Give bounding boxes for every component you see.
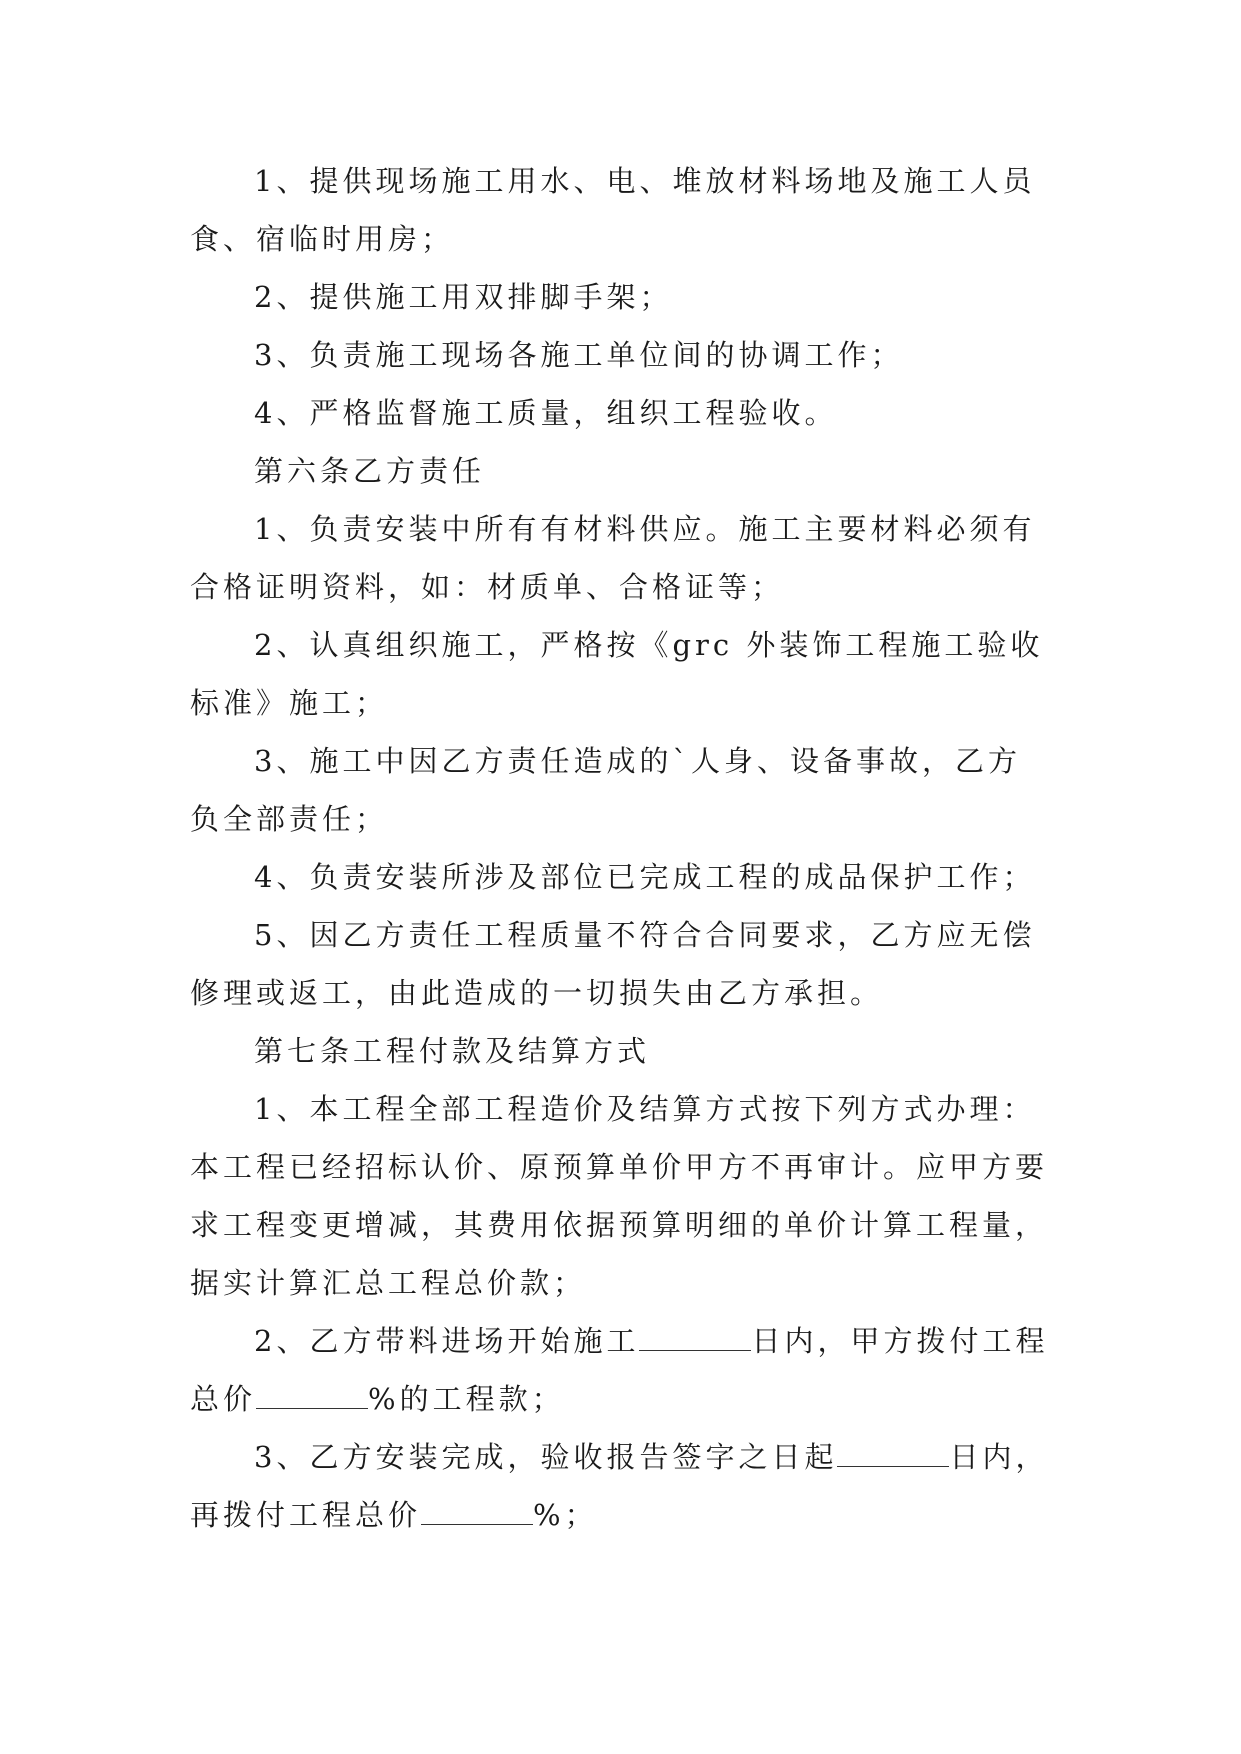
blank-days-2 [837, 1444, 949, 1467]
paragraph-6-5: 5、因乙方责任工程质量不符合合同要求，乙方应无偿修理或返工，由此造成的一切损失由乙方承担。 [190, 918, 1036, 1010]
payment3-text-b: 日内，再拨付工程总价 [190, 1440, 1049, 1532]
paragraph-7-3 [190, 1428, 1050, 1544]
paragraph-7-1: 1、本工程全部工程造价及结算方式按下列方式办理：本工程已经招标认价、原预算单价甲方不再审计。应甲方要求工程变更增减，其费用依据预算明细的单价计算工程量，据实计算汇总工程总价款； [190, 1092, 1049, 1300]
payment3-text-a: 3、乙方安装完成，验收报告签字之日起 [254, 1440, 838, 1474]
paragraph-1: 1、提供现场施工用水、电、堆放材料场地及施工人员食、宿临时用房； [190, 164, 1036, 256]
payment2-text-a: 2、乙方带料进场开始施工 [254, 1324, 640, 1358]
blank-percent-1 [256, 1386, 368, 1409]
paragraph-4: 4、严格监督施工质量，组织工程验收。 [254, 396, 838, 430]
payment2-text-c: %的工程款； [368, 1382, 565, 1416]
section-heading-7: 第七条工程付款及结算方式 [254, 1034, 651, 1068]
blank-percent-2 [421, 1502, 533, 1525]
paragraph-6-4: 4、负责安装所涉及部位已完成工程的成品保护工作； [254, 860, 1036, 894]
blank-days-1 [639, 1328, 751, 1351]
payment2-text-b: 日内，甲方拨付工程总价 [190, 1324, 1049, 1416]
payment3-text-c: %； [533, 1498, 598, 1532]
paragraph-2: 2、提供施工用双排脚手架； [254, 280, 673, 314]
paragraph-7-2 [190, 1312, 1050, 1428]
section-heading-6: 第六条乙方责任 [254, 454, 486, 488]
paragraph-6-3: 3、施工中因乙方责任造成的`人身、设备事故，乙方负全部责任； [190, 744, 1021, 836]
paragraph-6-2: 2、认真组织施工，严格按《grc 外装饰工程施工验收标准》施工； [190, 628, 1044, 720]
paragraph-3: 3、负责施工现场各施工单位间的协调工作； [254, 338, 904, 372]
document-page [190, 152, 1050, 1544]
paragraph-6-1: 1、负责安装中所有有材料供应。施工主要材料必须有合格证明资料，如：材质单、合格证等； [190, 512, 1036, 604]
